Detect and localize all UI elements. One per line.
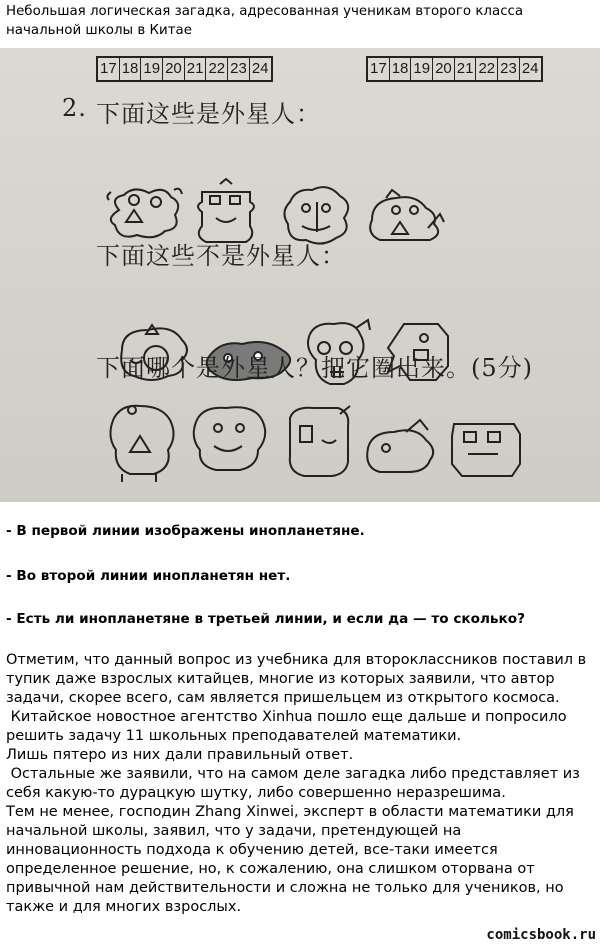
page-number-cell: 22	[206, 58, 228, 80]
page-number-cell: 19	[141, 58, 163, 80]
question-1: - В первой линии изображены инопланетяне.	[6, 523, 365, 539]
paragraph-5: Тем не менее, господин Zhang Xinwei, эксперт в области математики для начальной школы, заявил, что у задачи, претендующей на инновационность подхода к обучению детей, все-таки имеется определенное решение, но, к сожалению, она слишком оторвана от привычной нам действительности и сложна не только для учеников, но также и для многих взрослых.	[6, 804, 574, 915]
page-number-cell: 23	[498, 58, 520, 80]
paragraph-2: Китайское новостное агентство Xinhua пошло еще дальше и попросило решить задачу 11 школьных преподавателей математики.	[6, 709, 572, 744]
page-number-cell: 22	[476, 58, 498, 80]
page-number-cell: 18	[390, 58, 412, 80]
page-number-cell: 23	[228, 58, 250, 80]
candidate-figure-2	[186, 398, 272, 478]
page-number-cell: 21	[185, 58, 207, 80]
which-is-alien-question: 下面哪个是外星人？把它圈出来。(5分)	[96, 354, 533, 382]
question-3: - Есть ли инопланетяне в третьей линии, и если да — то сколько?	[6, 611, 525, 627]
page-number-cell: 24	[251, 60, 269, 77]
page-number-cell: 17	[98, 58, 120, 80]
page-number-cell: 20	[163, 58, 185, 80]
question-2: - Во второй линии инопланетян нет.	[6, 568, 291, 584]
paragraph-1: Отметим, что данный вопрос из учебника для второклассников поставил в тупик даже взрослых китайцев, многие из которых заявили, что автор задачи, скорее всего, сам является пришельцем из открытого космоса.	[6, 652, 587, 706]
candidate-figure-3	[280, 402, 356, 482]
caption-header	[0, 0, 600, 48]
page-number-grid-right	[366, 56, 543, 82]
not-aliens-line-label: 下面这些不是外星人：	[96, 242, 346, 270]
caption-text: Небольшая логическая загадка, адресованная ученикам второго класса начальной школы в Китае	[6, 4, 524, 38]
page-number-cell: 21	[455, 58, 477, 80]
page-number-cell: 18	[120, 58, 142, 80]
page-number-grid-left	[96, 56, 273, 82]
candidate-figure-4	[360, 414, 440, 478]
textbook-photo	[0, 48, 600, 502]
candidate-figure-1	[102, 398, 182, 484]
page-number-cell: 17	[368, 58, 390, 80]
paragraph-4: Остальные же заявили, что на самом деле загадка либо представляет из себя какую-то дурацкую шутку, либо совершенно неразрешима.	[6, 766, 585, 801]
task-number: 2.	[62, 94, 87, 122]
site-watermark: comicsbook.ru	[486, 927, 596, 943]
article-body	[6, 651, 596, 917]
alien-figure-4	[362, 186, 448, 250]
page-number-cell: 19	[411, 58, 433, 80]
page-number-cell: 20	[433, 58, 455, 80]
candidate-figure-5	[446, 408, 526, 482]
aliens-line-label: 下面这些是外星人：	[96, 100, 321, 128]
paragraph-3: Лишь пятеро из них дали правильный ответ.	[6, 747, 354, 763]
page-number-cell: 24	[521, 60, 539, 77]
